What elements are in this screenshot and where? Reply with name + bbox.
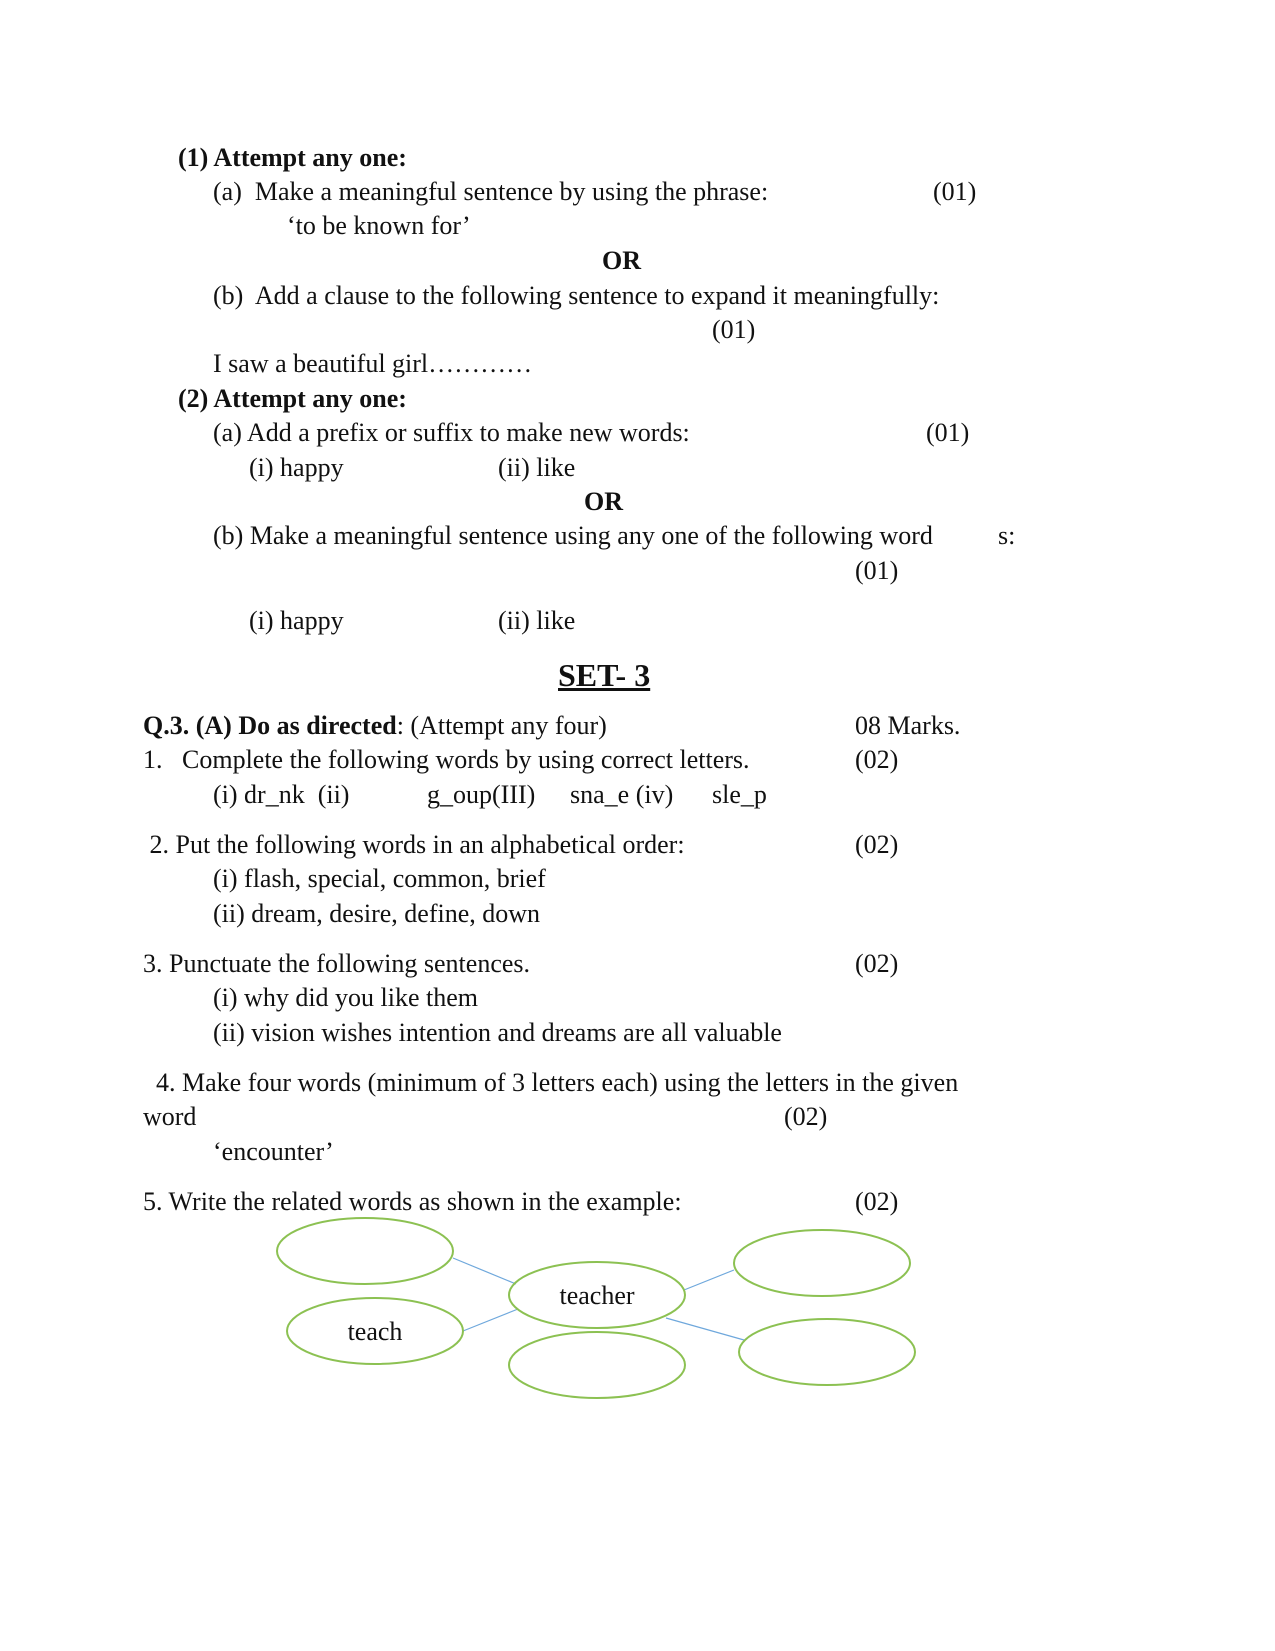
- q1b-marks: (01): [712, 315, 756, 344]
- q1a-text: (a) Make a meaningful sentence by using the phrase:: [213, 177, 769, 206]
- item2-sub-2: (ii) dream, desire, define, down: [213, 899, 541, 928]
- q2-heading: (2) Attempt any one:: [178, 384, 407, 413]
- item5-text: 5. Write the related words as shown in the example:: [143, 1187, 682, 1216]
- q2b-option-1: (i) happy: [249, 606, 344, 635]
- item4-text: 4. Make four words (minimum of 3 letters each) using the letters in the given: [143, 1068, 959, 1097]
- connector-bottom-right: [666, 1318, 744, 1340]
- q2b-text: (b) Make a meaningful sentence using any one of the following word: [213, 521, 933, 550]
- set-title: SET- 3: [558, 657, 651, 693]
- q1a-marks: (01): [933, 177, 977, 206]
- item2-marks: (02): [855, 830, 899, 859]
- q1-or: OR: [602, 246, 641, 275]
- ellipse-top-right-blank: [734, 1230, 910, 1296]
- item4-word: ‘encounter’: [213, 1137, 334, 1166]
- q2b-marks: (01): [855, 556, 899, 585]
- item1-part-3: sna_e (iv): [570, 780, 674, 809]
- item1-text: 1. Complete the following words by using correct letters.: [143, 745, 750, 774]
- ellipse-top-left-blank: [277, 1218, 453, 1284]
- item1-part-2: g_oup(III): [427, 780, 536, 809]
- q2-or: OR: [584, 487, 623, 516]
- item3-sub-2: (ii) vision wishes intention and dreams are all valuable: [213, 1018, 782, 1047]
- item3-sub-1: (i) why did you like them: [213, 983, 479, 1012]
- item2-sub-1: (i) flash, special, common, brief: [213, 864, 546, 893]
- q1b-sentence: I saw a beautiful girl…………: [213, 349, 533, 378]
- q2b-option-2: (ii) like: [498, 606, 576, 635]
- ellipse-bottom-right-blank: [739, 1319, 915, 1385]
- q2a-marks: (01): [926, 418, 970, 447]
- q1a-phrase: ‘to be known for’: [287, 211, 471, 240]
- connector-top-left: [453, 1258, 516, 1284]
- item1-marks: (02): [855, 745, 899, 774]
- q3-header-rest: : (Attempt any four): [396, 711, 607, 740]
- q1-heading: (1) Attempt any one:: [178, 143, 407, 172]
- item1-part-4: sle_p: [712, 780, 767, 809]
- item4-marks: (02): [784, 1102, 828, 1131]
- item4-text-2: word: [143, 1102, 197, 1131]
- example-word-label: teach: [347, 1317, 403, 1346]
- item5-marks: (02): [855, 1187, 899, 1216]
- connector-top-right: [684, 1270, 734, 1290]
- q2a-option-2: (ii) like: [498, 453, 576, 482]
- q1b-text: (b) Add a clause to the following sentence to expand it meaningfully:: [213, 281, 940, 310]
- q3-header-marks: 08 Marks.: [855, 711, 961, 740]
- item3-marks: (02): [855, 949, 899, 978]
- connector-bottom-left: [463, 1309, 518, 1331]
- center-word-label: teacher: [559, 1281, 635, 1310]
- q3-header-bold: Q.3. (A) Do as directed: [143, 711, 397, 740]
- item3-text: 3. Punctuate the following sentences.: [143, 949, 531, 978]
- ellipse-bottom-center-blank: [509, 1332, 685, 1398]
- item2-text: 2. Put the following words in an alphabetical order:: [143, 830, 685, 859]
- q2a-option-1: (i) happy: [249, 453, 344, 482]
- q2a-text: (a) Add a prefix or suffix to make new words:: [213, 418, 690, 447]
- item1-part-1: (i) dr_nk (ii): [213, 780, 350, 809]
- q2b-text-tail: s:: [998, 521, 1016, 550]
